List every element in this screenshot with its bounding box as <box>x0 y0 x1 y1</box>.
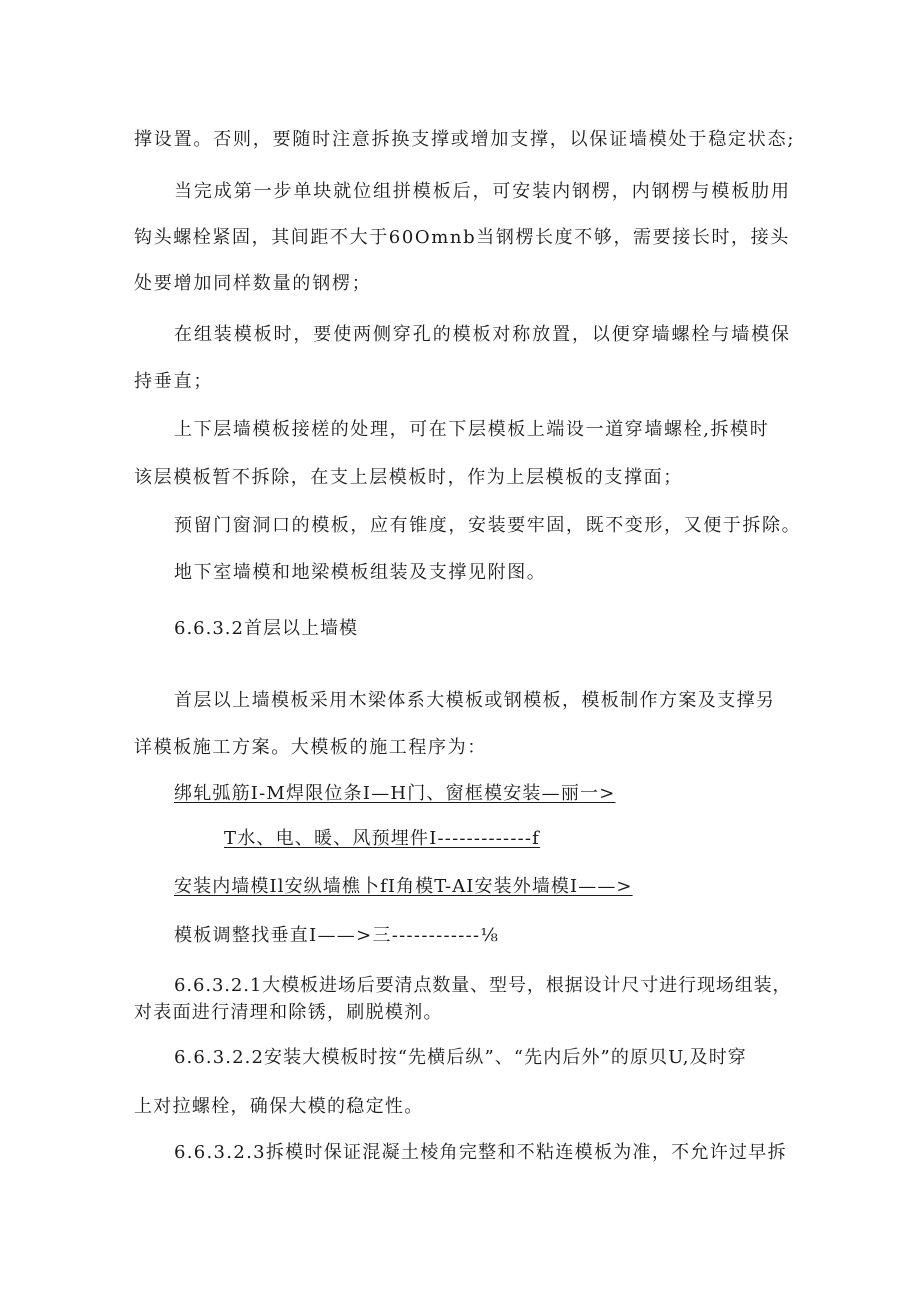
procedure-step-3: 安装内墙模Il安纵墙樵卜fI角模T-AI安装外墙模I——> <box>174 876 633 897</box>
text-line-4: 处要增加同样数量的钢楞； <box>134 273 372 294</box>
text-line-2: 当完成第一步单块就位组拼模板后，可安装内钢楞，内钢楞与模板肋用 <box>174 181 791 202</box>
clause-6-6-3-2-1: 6.6.3.2.1大模板进场后要清点数量、型号，根据设计尺寸进行现场组装， <box>174 975 792 996</box>
text-line-6: 持垂直； <box>134 371 214 392</box>
clause-6-6-3-2-2-cont: 上对拉螺栓，确保大模的稳定性。 <box>134 1096 424 1117</box>
text-line-13: 详模板施工方案。大模板的施工程序为： <box>134 737 487 758</box>
text-line-9: 预留门窗洞口的模板，应有锥度，安装要牢固，既不变形，又便于拆除。 <box>174 515 802 536</box>
clause-6-6-3-2-3: 6.6.3.2.3拆模时保证混凝土棱角完整和不粘连模板为准，不允许过早拆 <box>174 1142 787 1163</box>
procedure-step-1: 绑轧弧筋I-M焊限位条I—H门、窗框模安装—丽一> <box>174 783 616 804</box>
text-line-1: 撑设置。否则，要随时注意拆换支撑或增加支撑，以保证墙模处于稳定状态; <box>134 129 796 150</box>
text-line-5: 在组装模板时，要使两侧穿孔的模板对称放置，以便穿墙螺栓与墙模保 <box>174 324 791 345</box>
procedure-step-2: T水、电、暖、风预埋件I-------------f <box>224 828 541 849</box>
clause-6-6-3-2-2: 6.6.3.2.2安装大模板时按“先横后纵”、“先内后外”的原贝U,及时穿 <box>174 1047 747 1068</box>
text-line-10: 地下室墙模和地梁模板组装及支撑见附图。 <box>174 562 547 583</box>
section-heading: 6.6.3.2首层以上墙模 <box>174 618 358 639</box>
text-line-3: 钩头螺栓紧固，其间距不大于60Omnb当钢楞长度不够，需要接长时，接头 <box>134 227 790 248</box>
procedure-step-4: 模板调整找垂直I——>三------------⅛ <box>174 925 500 946</box>
text-line-7: 上下层墙模板接槎的处理，可在下层模板上端设一道穿墙螺栓,拆模时 <box>174 419 770 440</box>
clause-6-6-3-2-1-cont: 对表面进行清理和除锈，刷脱模剂。 <box>134 1002 443 1023</box>
text-line-8: 该层模板暂不拆除，在支上层模板时，作为上层模板的支撑面； <box>134 467 683 488</box>
text-line-12: 首层以上墙模板采用木梁体系大模板或钢模板，模板制作方案及支撑另 <box>174 690 776 711</box>
